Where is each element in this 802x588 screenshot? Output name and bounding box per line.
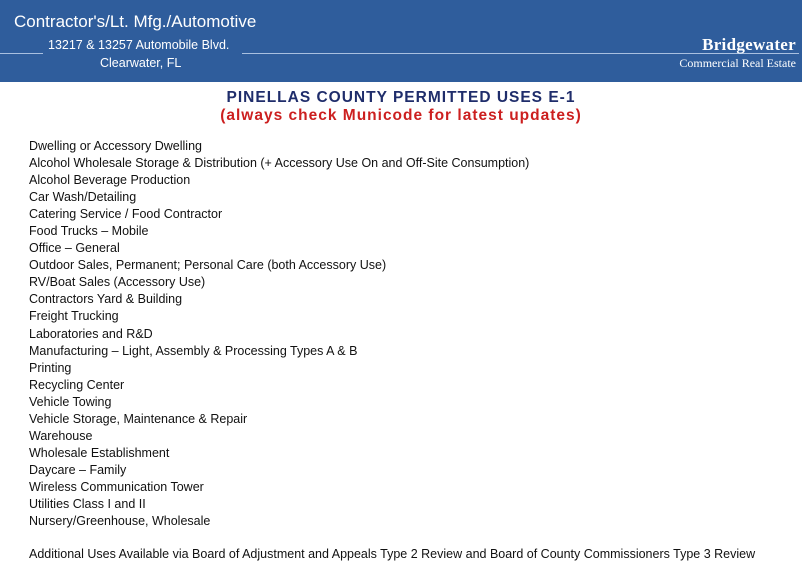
list-item: Contractors Yard & Building (29, 292, 183, 307)
list-item: Warehouse (29, 428, 93, 443)
list-item: Vehicle Storage, Maintenance & Repair (29, 411, 248, 426)
list-item: Recycling Center (29, 377, 125, 392)
list-item: Alcohol Beverage Production (29, 173, 191, 188)
list-item: Food Trucks – Mobile (29, 224, 149, 239)
list-item: Daycare – Family (29, 462, 127, 477)
list-item: Printing (29, 360, 72, 375)
brand-subtitle: Commercial Real Estate (679, 56, 796, 70)
document-subheading: (always check Municode for latest updates) (220, 107, 582, 124)
brand-logo (679, 36, 796, 71)
list-item: Vehicle Towing (29, 394, 112, 409)
list-item: Manufacturing – Light, Assembly & Processing Types A & B (29, 343, 358, 358)
list-item: Wholesale Establishment (29, 445, 170, 460)
address-line-2: Clearwater, FL (100, 56, 182, 70)
list-item: Utilities Class I and II (29, 496, 146, 511)
address-line-1: 13217 & 13257 Automobile Blvd. (48, 38, 230, 52)
header-divider-left (0, 53, 43, 54)
list-item: Freight Trucking (29, 309, 119, 324)
list-item: Office – General (29, 241, 120, 256)
footer-note: Additional Uses Available via Board of Adjustment and Appeals Type 2 Review and Board of County Commissioners Type 3 Review (29, 547, 756, 561)
list-item: Wireless Communication Tower (29, 479, 204, 494)
list-item: Nursery/Greenhouse, Wholesale (29, 514, 211, 529)
brand-name: Bridgewater (702, 35, 796, 54)
header-banner (0, 0, 802, 82)
document-heading: PINELLAS COUNTY PERMITTED USES E-1 (226, 89, 576, 106)
property-title: Contractor's/Lt. Mfg./Automotive (14, 12, 257, 31)
list-item: Dwelling or Accessory Dwelling (29, 139, 202, 153)
list-item: RV/Boat Sales (Accessory Use) (29, 275, 206, 290)
list-item: Laboratories and R&D (29, 326, 153, 341)
list-item: Alcohol Wholesale Storage & Distribution (+ Accessory Use On and Off-Site Consumption) (29, 156, 530, 171)
list-item: Car Wash/Detailing (29, 190, 137, 205)
list-item: Catering Service / Food Contractor (29, 207, 223, 222)
permitted-uses-list (29, 138, 529, 530)
list-item: Outdoor Sales, Permanent; Personal Care (both Accessory Use) (29, 258, 387, 273)
